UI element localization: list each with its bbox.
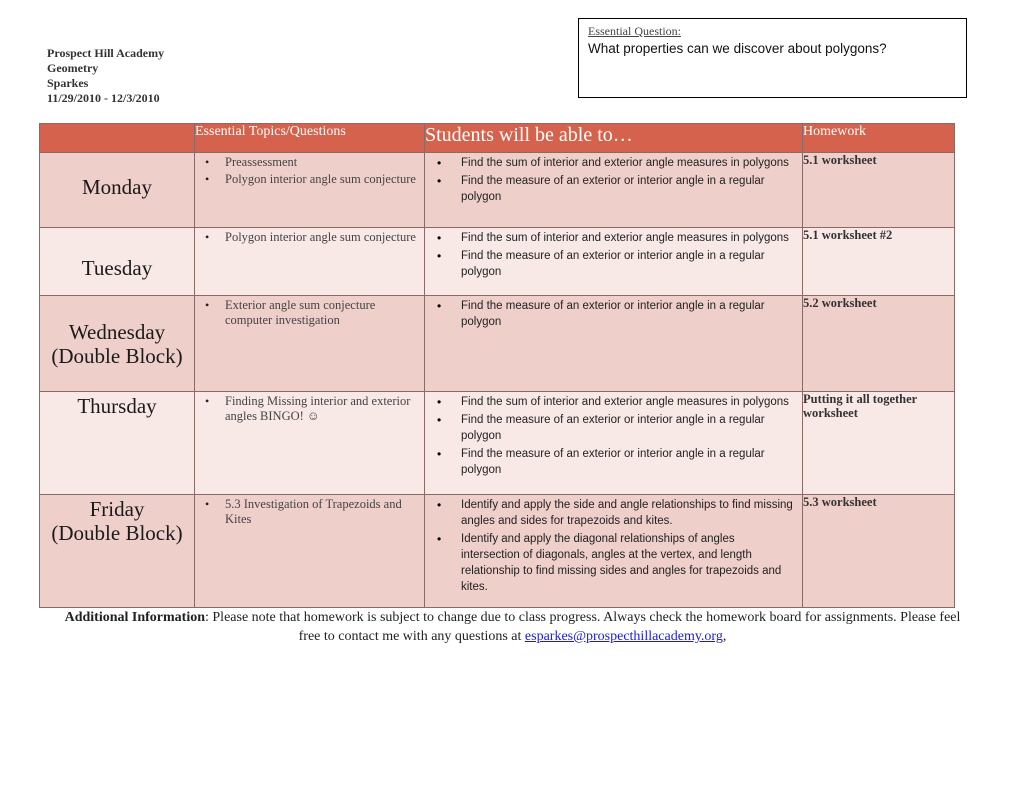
day-cell bbox=[40, 495, 195, 608]
homework-cell bbox=[803, 228, 955, 296]
essential-question-label: Essential Question: bbox=[588, 24, 681, 38]
additional-text: : Please note that homework is subject to change due to class progress. Always check the homework board for assignments. Please feel free to contact me with any questions at bbox=[205, 610, 961, 644]
objectives-cell bbox=[425, 153, 803, 228]
topics-cell bbox=[195, 153, 425, 228]
date-range: 11/29/2010 - 12/3/2010 bbox=[47, 91, 160, 105]
topic-item: • Polygon interior angle sum conjecture bbox=[225, 230, 418, 245]
topics-cell bbox=[195, 228, 425, 296]
topic-item: • Polygon interior angle sum conjecture bbox=[225, 172, 418, 187]
objective-item: • Find the measure of an exterior or interior angle in a regular polygon bbox=[461, 173, 794, 205]
objectives-cell bbox=[425, 495, 803, 608]
school-info bbox=[47, 46, 164, 106]
additional-label: Additional Information bbox=[64, 610, 205, 625]
table-body bbox=[40, 153, 955, 608]
essential-question-text: What properties can we discover about polygons? bbox=[588, 41, 887, 56]
table-row bbox=[40, 392, 955, 495]
homework-text: 5.1 worksheet bbox=[803, 153, 877, 167]
contact-email-link[interactable]: esparkes@prospecthillacademy.org bbox=[524, 629, 723, 644]
objective-item: • Find the sum of interior and exterior angle measures in polygons bbox=[461, 230, 794, 246]
header-day bbox=[40, 124, 195, 153]
objectives-cell bbox=[425, 228, 803, 296]
table-header-row bbox=[40, 124, 955, 153]
topics-cell bbox=[195, 296, 425, 392]
header-topics: Essential Topics/Questions bbox=[195, 124, 425, 153]
essential-question-box bbox=[578, 18, 967, 98]
header-students: Students will be able to… bbox=[425, 124, 803, 153]
day-label: Wednesday (Double Block) bbox=[51, 320, 183, 368]
homework-text: 5.1 worksheet #2 bbox=[803, 228, 893, 242]
homework-text: Putting it all together worksheet bbox=[803, 392, 917, 420]
header-homework: Homework bbox=[803, 124, 955, 153]
homework-cell bbox=[803, 153, 955, 228]
topics-cell bbox=[195, 495, 425, 608]
table-row bbox=[40, 495, 955, 608]
day-cell bbox=[40, 153, 195, 228]
subject: Geometry bbox=[47, 61, 99, 75]
objective-item: • Identify and apply the diagonal relationships of angles intersection of diagonals, angles at the vertex, and length relationship to find missing sides and angles for trapezoids and kites. bbox=[461, 531, 794, 595]
homework-text: 5.2 worksheet bbox=[803, 296, 877, 310]
homework-text: 5.3 worksheet bbox=[803, 495, 877, 509]
table-row bbox=[40, 228, 955, 296]
objectives-cell bbox=[425, 392, 803, 495]
objective-item: • Find the measure of an exterior or interior angle in a regular polygon bbox=[461, 446, 794, 478]
day-label: Tuesday bbox=[81, 256, 153, 280]
school-name: Prospect Hill Academy bbox=[47, 46, 165, 60]
table-row bbox=[40, 153, 955, 228]
topic-item: • Exterior angle sum conjecture computer investigation bbox=[225, 298, 418, 327]
day-cell bbox=[40, 296, 195, 392]
additional-trailing: , bbox=[722, 629, 727, 644]
day-label: Thursday bbox=[77, 394, 157, 418]
objective-item: • Find the sum of interior and exterior angle measures in polygons bbox=[461, 155, 794, 171]
day-label: Friday (Double Block) bbox=[51, 497, 183, 545]
additional-information bbox=[60, 608, 965, 646]
objectives-cell bbox=[425, 296, 803, 392]
objective-item: • Identify and apply the side and angle relationships to find missing angles and sides for trapezoids and kites. bbox=[461, 497, 794, 529]
objective-item: • Find the sum of interior and exterior angle measures in polygons bbox=[461, 394, 794, 410]
table-row bbox=[40, 296, 955, 392]
homework-cell bbox=[803, 392, 955, 495]
day-label: Monday bbox=[82, 175, 152, 199]
day-cell bbox=[40, 228, 195, 296]
objective-item: • Find the measure of an exterior or interior angle in a regular polygon bbox=[461, 298, 794, 330]
homework-cell bbox=[803, 296, 955, 392]
homework-cell bbox=[803, 495, 955, 608]
objective-item: • Find the measure of an exterior or interior angle in a regular polygon bbox=[461, 412, 794, 444]
topics-cell bbox=[195, 392, 425, 495]
objective-item: • Find the measure of an exterior or interior angle in a regular polygon bbox=[461, 248, 794, 280]
teacher-name: Sparkes bbox=[47, 76, 89, 90]
weekly-plan-table bbox=[39, 123, 955, 608]
day-cell bbox=[40, 392, 195, 495]
topic-item: • Finding Missing interior and exterior angles BINGO! ☺ bbox=[225, 394, 418, 423]
topic-item: • 5.3 Investigation of Trapezoids and Kites bbox=[225, 497, 418, 526]
topic-item: • Preassessment bbox=[225, 155, 418, 170]
